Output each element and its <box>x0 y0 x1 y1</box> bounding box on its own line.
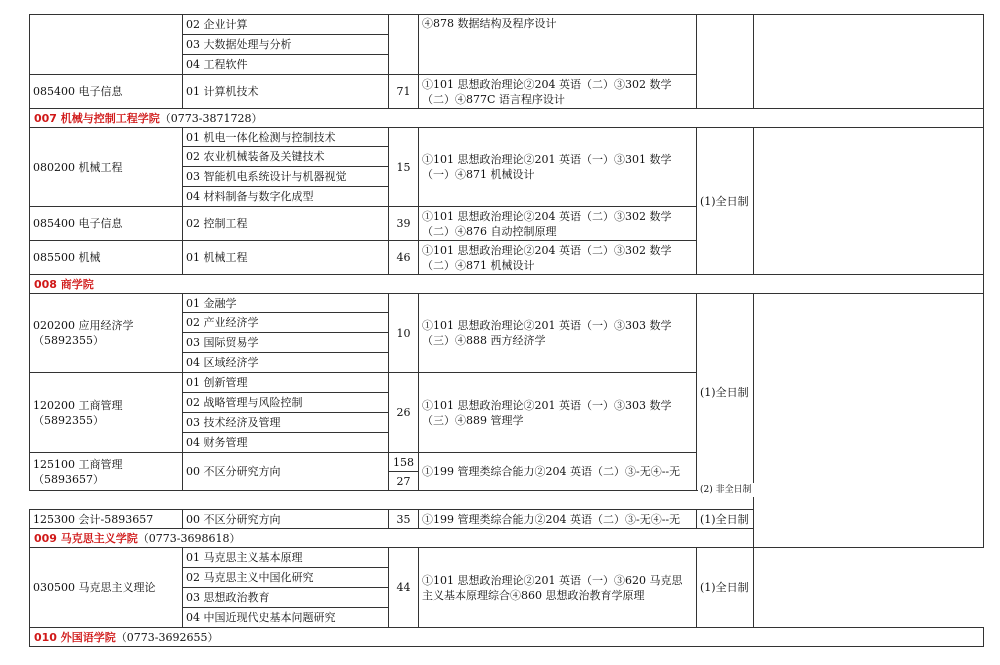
enroll-number-cell: 26 <box>389 373 419 453</box>
study-mode-cell: (1)全日制 <box>697 548 754 628</box>
direction-cell: 03 国际贸易学 <box>183 333 389 353</box>
table-row <box>30 128 984 147</box>
direction-cell: 00 不区分研究方向 <box>183 510 389 529</box>
enroll-number-cell: 71 <box>389 75 419 109</box>
study-mode-cell: (1)全日制 <box>697 510 754 529</box>
direction-cell: 01 马克思主义基本原理 <box>183 548 389 568</box>
exam-subjects-cell: ①101 思想政治理论②201 英语（一）③301 数学（一）④871 机械设计 <box>419 128 697 207</box>
exam-subjects-cell: ①199 管理类综合能力②204 英语（二）③-无④--无 <box>419 510 697 529</box>
major-cell: 085400 电子信息 <box>30 75 183 109</box>
direction-cell: 01 机电一体化检测与控制技术 <box>183 128 389 147</box>
major-cell: 080200 机械工程 <box>30 128 183 207</box>
direction-cell: 03 技术经济及管理 <box>183 413 389 433</box>
direction-cell: 02 农业机械装备及关键技术 <box>183 147 389 167</box>
college-header <box>30 529 754 548</box>
enroll-number-cell: 39 <box>389 207 419 241</box>
exam-subjects-cell: ①101 思想政治理论②201 英语（一）③303 数学（三）④889 管理学 <box>419 373 697 453</box>
enroll-number-cell: 44 <box>389 548 419 628</box>
college-name: 009 马克思主义学院 <box>34 531 138 545</box>
exam-subjects-cell: ①199 管理类综合能力②204 英语（二）③-无④--无 <box>419 453 697 491</box>
exam-subjects-cell: ①101 思想政治理论②201 英语（一）③303 数学（三）④888 西方经济学 <box>419 294 697 373</box>
major-cell <box>30 294 183 373</box>
major-cell <box>30 453 183 491</box>
direction-cell: 04 中国近现代史基本问题研究 <box>183 608 389 628</box>
exam-subjects-cell: ④878 数据结构及程序设计 <box>419 15 697 75</box>
college-header <box>30 628 984 647</box>
exam-subjects-cell: ①101 思想政治理论②201 英语（一）③620 马克思主义基本原理综合④860 思想政治教育学原理 <box>419 548 697 628</box>
enroll-number-cell: 10 <box>389 294 419 373</box>
part-time-label: (2) 非全日制 <box>698 483 756 497</box>
college-header-blank <box>754 109 984 128</box>
major-name: 120200 工商管理 <box>33 398 123 412</box>
college-name: 007 机械与控制工程学院 <box>34 111 160 125</box>
direction-cell: 03 智能机电系统设计与机器视觉 <box>183 167 389 187</box>
direction-cell: 03 大数据处理与分析 <box>183 35 389 55</box>
major-name: 125100 工商管理 <box>33 457 123 471</box>
direction-cell: 01 创新管理 <box>183 373 389 393</box>
direction-cell: 01 机械工程 <box>183 241 389 275</box>
exam-subjects-cell: ①101 思想政治理论②204 英语（二）③302 数学（二）④871 机械设计 <box>419 241 697 275</box>
enroll-number-cell: 15 <box>389 128 419 207</box>
major-phone: （5892355） <box>33 334 104 347</box>
major-cell: 125300 会计-5893657 <box>30 510 183 529</box>
direction-cell: 04 工程软件 <box>183 55 389 75</box>
direction-cell: 01 金融学 <box>183 294 389 313</box>
major-phone: （5892355） <box>33 413 104 427</box>
table-row <box>30 294 984 313</box>
direction-cell: 02 战略管理与风险控制 <box>183 393 389 413</box>
study-mode-cell <box>697 15 754 109</box>
direction-cell: 02 马克思主义中国化研究 <box>183 568 389 588</box>
direction-cell: 02 企业计算 <box>183 15 389 35</box>
major-cell: 085400 电子信息 <box>30 207 183 241</box>
college-header-row <box>30 275 984 294</box>
enroll-number-cell: 46 <box>389 241 419 275</box>
table-row <box>30 15 984 35</box>
college-phone: （0773-3692655） <box>115 630 219 644</box>
college-header <box>30 109 754 128</box>
major-cell <box>30 15 183 75</box>
exam-subjects-cell: ①101 思想政治理论②204 英语（二）③302 数学（二）④877C 语言程序设计 <box>419 75 697 109</box>
exam-subjects-cell: ①101 思想政治理论②204 英语（二）③302 数学（二）④876 自动控制原理 <box>419 207 697 241</box>
major-phone: （5893657） <box>33 472 104 486</box>
major-cell <box>30 373 183 453</box>
direction-cell: 04 财务管理 <box>183 433 389 453</box>
college-header <box>30 275 754 294</box>
remarks-cell <box>754 15 984 109</box>
major-name: 020200 应用经济学 <box>33 319 134 332</box>
direction-cell: 01 计算机技术 <box>183 75 389 109</box>
direction-cell: 04 材料制备与数字化成型 <box>183 187 389 207</box>
college-phone: （0773-3871728） <box>159 111 263 125</box>
enroll-number-cell <box>389 15 419 75</box>
direction-cell: 00 不区分研究方向 <box>183 453 389 491</box>
admissions-table <box>29 14 984 647</box>
college-header-row <box>30 109 984 128</box>
admissions-table-wrapper <box>29 14 983 647</box>
college-name: 008 商学院 <box>34 277 94 291</box>
major-cell: 030500 马克思主义理论 <box>30 548 183 628</box>
enroll-number-cell: 158 <box>389 453 419 472</box>
major-cell: 085500 机械 <box>30 241 183 275</box>
study-mode-cell: (1)全日制 <box>697 128 754 275</box>
direction-cell: 02 控制工程 <box>183 207 389 241</box>
college-phone: （0773-3698618） <box>137 531 241 545</box>
direction-cell: 03 思想政治教育 <box>183 588 389 608</box>
table-row <box>30 548 984 568</box>
remarks-cell <box>754 128 984 275</box>
college-name: 010 外国语学院 <box>34 630 116 644</box>
enroll-number-cell: 35 <box>389 510 419 529</box>
college-header-row <box>30 628 984 647</box>
college-header-blank <box>754 275 984 294</box>
study-mode-cell: (1)全日制 <box>697 294 754 491</box>
remarks-cell <box>754 294 984 548</box>
enroll-number-cell: 27 <box>389 472 419 491</box>
direction-cell: 02 产业经济学 <box>183 313 389 333</box>
direction-cell: 04 区域经济学 <box>183 353 389 373</box>
